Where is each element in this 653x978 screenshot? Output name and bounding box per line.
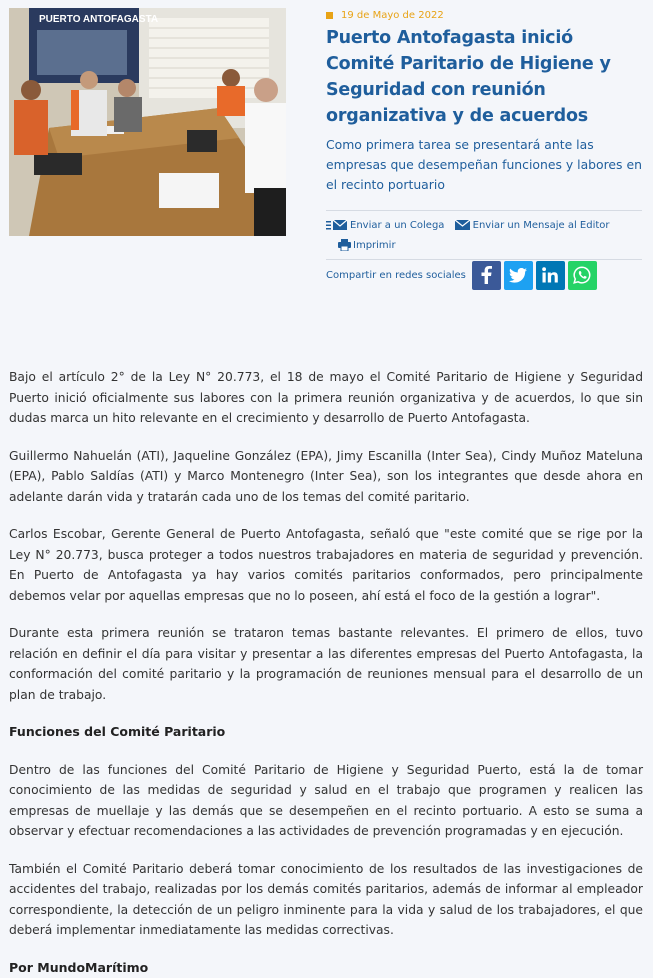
paragraph: Carlos Escobar, Gerente General de Puerto Antofagasta, señaló que "este comité que se rige por la Ley N° 20.773, busca proteger a todos nuestros trabajadores en materia de seguridad y prevención. En Puerto de Antofagasta ya hay varios comités paritarios conformados, pero principalmente debemos velar por aquellas empresas que no lo poseen, ahí está el foco de la gestión a lograr".	[9, 524, 643, 606]
print-link[interactable]	[338, 235, 396, 255]
facebook-share-button[interactable]	[472, 261, 501, 290]
article-tools	[326, 210, 642, 260]
whatsapp-icon	[573, 266, 591, 284]
facebook-icon	[479, 266, 493, 284]
share-label: Compartir en redes sociales	[326, 270, 466, 281]
article-header	[326, 10, 644, 195]
paragraph: Dentro de las funciones del Comité Paritario de Higiene y Seguridad Puerto, está la de tomar conocimiento de las medidas de seguridad y salud en el trabajo que programen y realicen las empresas de muellaje y las demás que se desempeñen en el recinto portuario. A esto se suma a observar y efectuar recomendaciones a las actividades de prevención programadas y en ejecución.	[9, 760, 643, 842]
article-subtitle: Como primera tarea se presentará ante las empresas que desempeñan funciones y labores en el recinto portuario	[326, 135, 644, 195]
article-author: Por MundoMarítimo	[9, 958, 643, 978]
twitter-share-button[interactable]	[504, 261, 533, 290]
paragraph: Bajo el artículo 2° de la Ley N° 20.773, el 18 de mayo el Comité Paritario de Higiene y Seguridad Puerto inició oficialmente sus labores con la primera reunión organizativa y de acuerdos, lo que sin dudas marca un hito relevante en el crecimiento y desarrollo de Puerto Antofagasta.	[9, 367, 643, 429]
photo-sign-text: PUERTO ANTOFAGASTA	[39, 14, 158, 25]
date-row	[326, 10, 644, 21]
send-colleague-label: Enviar a un Colega	[350, 220, 444, 231]
print-label: Imprimir	[353, 240, 396, 251]
date-marker-icon	[326, 12, 333, 19]
envelope-lines-icon	[326, 219, 348, 231]
share-bar	[326, 259, 600, 291]
send-editor-link[interactable]	[454, 215, 610, 235]
paragraph: Durante esta primera reunión se trataron temas bastante relevantes. El primero de ellos, tuvo relación en definir el día para visitar y presentar a las diferentes empresas del Puerto Antofagasta, la conformación del comité paritario y la programación de reuniones mensual para el desarrollo de un plan de trabajo.	[9, 623, 643, 705]
paragraph: Guillermo Nahuelán (ATI), Jaqueline González (EPA), Jimy Escanilla (Inter Sea), Cindy Muñoz Mateluna (EPA), Pablo Saldías (ATI) y Marco Montenegro (Inter Sea), son los integrantes que desde ahora en adelante darán vida y tratarán cada uno de los temas del comité paritario.	[9, 446, 643, 508]
printer-icon	[338, 239, 351, 251]
linkedin-share-button[interactable]	[536, 261, 565, 290]
section-heading: Funciones del Comité Paritario	[9, 722, 643, 743]
meeting-photo-illustration	[9, 8, 286, 236]
send-editor-label: Enviar un Mensaje al Editor	[473, 220, 610, 231]
paragraph: También el Comité Paritario deberá tomar conocimiento de los resultados de las investigaciones de accidentes del trabajo, realizadas por los demás comités paritarios, además de informar al empleador correspondiente, la detección de un peligro inminente para la vida y salud de los trabajadores, el que deberá implementar inmediatamente las medidas correctivas.	[9, 859, 643, 941]
article-date: 19 de Mayo de 2022	[341, 10, 444, 21]
article-photo	[9, 8, 286, 236]
article-body	[9, 367, 643, 978]
send-colleague-link[interactable]	[326, 215, 444, 235]
envelope-icon	[454, 219, 471, 231]
twitter-icon	[509, 268, 527, 283]
linkedin-icon	[542, 267, 558, 283]
whatsapp-share-button[interactable]	[568, 261, 597, 290]
article-title: Puerto Antofagasta inició Comité Paritario de Higiene y Seguridad con reunión organizativa y de acuerdos	[326, 25, 644, 129]
